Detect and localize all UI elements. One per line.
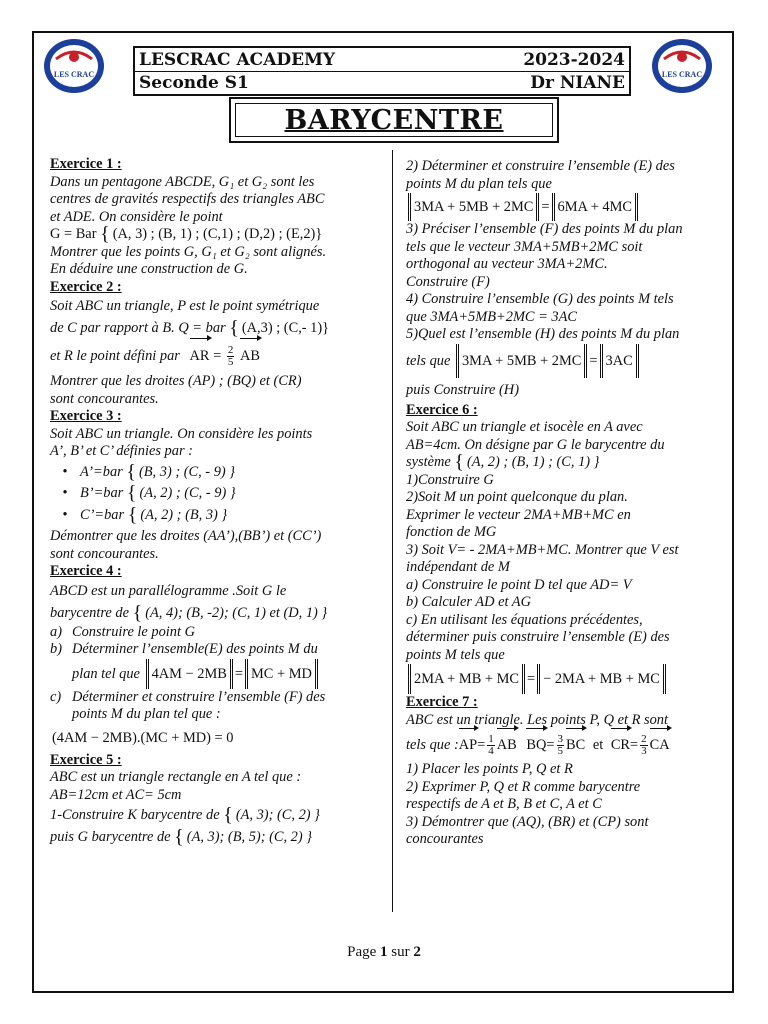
exercise-6-title: Exercice 6 : — [406, 401, 478, 418]
ex6-line: AB=4cm. On désigne par G le barycentre du — [406, 436, 665, 453]
fraction-denominator: 4 — [488, 745, 494, 758]
ex3-a-points: (B, 3) ; (C, - 9) } — [138, 463, 236, 480]
school-name: LESCRAC ACADEMY — [139, 50, 336, 70]
norm-6ma-4mc: 6MA + 4MC — [552, 193, 639, 221]
teacher-name: Dr NIANE — [530, 73, 625, 93]
fraction-numerator: 2 — [227, 344, 234, 357]
fraction-1-4 — [487, 734, 495, 757]
ex2-r-def — [50, 339, 386, 373]
ex2-q-points: (A,3) ; (C,- 1)} — [241, 320, 330, 336]
ex3-b-points: (A, 2) ; (C, - 9) } — [139, 485, 236, 501]
header-box — [133, 46, 631, 96]
ex2-line: Montrer que les droites (AP) ; (BQ) et (CR) — [50, 373, 302, 389]
ex1-line: centres de gravités respectifs des triangles ABC — [50, 191, 325, 207]
equals-sign: = — [589, 352, 598, 369]
brace-glyph: { — [127, 503, 138, 526]
equals-sign: = — [213, 348, 222, 364]
ex3-b-prime: B’=bar — [80, 485, 124, 501]
ex2-line: Soit ABC un triangle, P est le point symétrique — [50, 298, 320, 314]
ex6-line: 1)Construire G — [406, 471, 494, 488]
ex6-line: 3) Soit V= - 2MA+MB+MC. Montrer que V est — [406, 541, 679, 558]
item-label: a) — [50, 623, 62, 640]
ex3-a-prime: A’=bar — [80, 463, 123, 480]
vector-ca: CA — [650, 729, 670, 761]
exercise-7-title: Exercice 7 : — [406, 694, 478, 710]
brace-glyph: { — [100, 223, 110, 245]
ex3-c-prime: C’=bar — [80, 506, 125, 523]
ex5-line: puis Construire (H) — [406, 381, 519, 398]
fraction-2-5 — [227, 345, 235, 368]
ex6-line: a) Construire le point D tel que AD= V — [406, 576, 632, 593]
bullet-icon: • — [62, 485, 68, 501]
ex7-line: 1) Placer les points P, Q et R — [406, 761, 573, 777]
ex5-g-text: puis G barycentre de — [50, 829, 171, 845]
equals-sign: = — [541, 199, 550, 215]
brace-glyph: { — [174, 826, 184, 848]
ex5-line: Construire (F) — [406, 273, 490, 290]
ex5-line: 3) Préciser l’ensemble (F) des points M du plan — [406, 221, 683, 237]
fraction-3-5 — [557, 734, 565, 757]
ex5-line: que 3MA+5MB+2MC = 3AC — [406, 308, 578, 325]
bullet-icon: • — [62, 506, 68, 523]
ex6-points: (A, 2) ; (B, 1) ; (C, 1) } — [466, 454, 600, 470]
header-row-2 — [139, 72, 625, 94]
ex2-line: sont concourantes. — [50, 390, 159, 407]
ex6-line: 2)Soit M un point quelconque du plan. — [406, 489, 628, 505]
brace-glyph: { — [223, 804, 233, 826]
brace-glyph: { — [126, 460, 136, 483]
ex1-g-label: G = Bar — [50, 226, 97, 242]
column-divider — [392, 150, 393, 912]
ex6-line: fonction de MG — [406, 524, 497, 540]
ex6-e-equation — [406, 664, 736, 694]
ex4-b-equation — [50, 659, 386, 689]
page-title: BARYCENTRE — [284, 104, 504, 136]
ex3-bullet-list — [50, 460, 386, 526]
ex7-line: ABC est un triangle. Les points P, Q et R sont — [406, 711, 668, 728]
ex5-line: ABC est un triangle rectangle en A tel que : — [50, 769, 302, 785]
ex4-c-text: Déterminer et construire l’ensemble (F) des — [72, 688, 326, 705]
ex5-e-equation — [406, 193, 736, 221]
list-item — [50, 460, 386, 483]
brace-glyph: { — [126, 482, 137, 504]
fraction-numerator: 3 — [557, 733, 564, 746]
bullet-icon: • — [62, 463, 68, 480]
footer-of-label: sur — [387, 944, 414, 960]
ex4-b-text-2: plan tel que — [72, 665, 140, 682]
norm-3ac: 3AC — [600, 344, 639, 378]
norm-minus-2ma-mb-mc: − 2MA + MB + MC — [537, 664, 666, 694]
ex5-h-text: tels que — [406, 352, 451, 369]
ex3-c-points: (A, 2) ; (B, 3) } — [140, 506, 228, 523]
list-item — [50, 482, 386, 504]
ex5-g-points: (A, 3); (B, 5); (C, 2) } — [186, 829, 313, 845]
ex5-line: points M du plan tels que — [406, 175, 552, 192]
equals-sign: = — [234, 665, 243, 682]
ex4-item-c — [50, 689, 386, 707]
list-item — [50, 503, 386, 526]
ex7-line: respectifs de A et B, B et C, A et C — [406, 796, 602, 812]
ex7-vectors — [406, 729, 736, 761]
brace-glyph: { — [132, 601, 143, 624]
equals-sign: = — [477, 737, 486, 753]
norm-3ma-5mb-2mc: 3MA + 5MB + 2MC — [456, 344, 587, 378]
ex6-line: b) Calculer AD et AG — [406, 594, 531, 610]
right-column — [406, 158, 736, 849]
footer-page-label: Page — [347, 944, 381, 960]
ex2-q-def — [50, 317, 386, 339]
ex5-h-equation — [406, 344, 736, 378]
title-frame — [235, 103, 553, 137]
title-box — [229, 97, 559, 143]
ex4-c-equation: (4AM − 2MB).(MC + MD) = 0 — [52, 729, 234, 746]
total-page-count: 2 — [413, 944, 421, 960]
ex2-r-text: et R le point défini par — [50, 348, 180, 364]
exercise-1-title: Exercice 1 : — [50, 156, 122, 172]
left-column — [50, 156, 386, 848]
exercise-4-title: Exercice 4 : — [50, 563, 122, 579]
norm-4am-2mb: 4AM − 2MB — [146, 659, 233, 689]
svg-text:LES CRAC: LES CRAC — [661, 70, 703, 79]
exercise-2-title: Exercice 2 : — [50, 278, 122, 295]
ex5-g-def — [50, 826, 386, 848]
svg-text:LES CRAC: LES CRAC — [53, 70, 95, 79]
ex6-line: Soit ABC un triangle et isocèle en A avec — [406, 419, 643, 435]
equals-sign: = — [630, 737, 639, 753]
ex4-a-text: Construire le point G — [72, 623, 195, 640]
current-page-number: 1 — [380, 944, 388, 960]
ex6-line: points M tels que — [406, 646, 505, 663]
ex5-line: orthogonal au vecteur 3MA+2MC. — [406, 256, 608, 272]
norm-3ma-5mb-2mc: 3MA + 5MB + 2MC — [408, 193, 539, 221]
ex7-text: tels que : — [406, 737, 459, 753]
ex6-system — [406, 451, 736, 473]
school-year: 2023-2024 — [523, 50, 625, 70]
ex3-line: sont concourantes. — [50, 545, 159, 562]
item-label: c) — [50, 688, 62, 705]
ex1-line: Montrer que les points G, G₁ et G₂ sont alignés. — [50, 243, 327, 260]
ex6-line: indépendant de M — [406, 559, 510, 575]
fraction-denominator: 5 — [227, 356, 234, 369]
ex4-item-b — [50, 641, 386, 659]
vector-ab: AB — [240, 339, 260, 373]
equals-sign: = — [527, 671, 536, 687]
ex1-line: Dans un pentagone ABCDE, G₁ et G₂ sont les — [50, 173, 315, 190]
ex4-b-text: Déterminer l’ensemble(E) des points M du — [72, 641, 318, 657]
ex4-item-a — [50, 624, 386, 642]
ex2-q-text: de C par rapport à B. Q = bar — [50, 320, 226, 336]
conjunction-et: et — [592, 737, 604, 753]
ex5-line: AB=12cm et AC= 5cm — [50, 786, 182, 803]
vector-bq: BQ — [526, 729, 546, 761]
ex7-line: 3) Démontrer que (AQ), (BR) et (CP) sont — [406, 813, 649, 830]
ex5-line: 2) Déterminer et construire l’ensemble (E) des — [406, 158, 675, 174]
vector-cr: CR — [611, 729, 630, 761]
ex6-line: déterminer puis construire l’ensemble (E) des — [406, 629, 670, 645]
ex5-k-points: (A, 3); (C, 2) } — [235, 807, 320, 823]
ex1-line: En déduire une construction de G. — [50, 261, 248, 277]
item-label: b) — [50, 641, 62, 657]
ex7-line: concourantes — [406, 831, 484, 847]
page-footer — [0, 944, 768, 961]
equals-sign: = — [546, 737, 555, 753]
norm-mc-md: MC + MD — [245, 659, 318, 689]
school-logo-left — [42, 37, 106, 95]
ex5-line: 4) Construire l’ensemble (G) des points M tels — [406, 291, 674, 307]
school-logo-right — [650, 37, 714, 95]
header-row-1 — [139, 49, 625, 71]
ex1-line: et ADE. On considère le point — [50, 208, 223, 225]
ex1-barycentre-def — [50, 223, 386, 245]
ex7-line: 2) Exprimer P, Q et R comme barycentre — [406, 778, 641, 795]
fraction-numerator: 2 — [641, 733, 647, 746]
vector-ab: AB — [497, 729, 517, 761]
ex6-system-text: système — [406, 454, 451, 470]
fraction-denominator: 5 — [557, 745, 564, 758]
brace-glyph: { — [454, 451, 464, 473]
brace-glyph: { — [229, 317, 239, 339]
fraction-2-3 — [640, 734, 648, 757]
ex4-text: barycentre de — [50, 604, 129, 621]
norm-2ma-mb-mc: 2MA + MB + MC — [408, 664, 525, 694]
ex4-points: (A, 4); (B, -2); (C, 1) et (D, 1) } — [145, 604, 328, 621]
ex5-k-def — [50, 804, 386, 826]
ex3-line: Soit ABC un triangle. On considère les points — [50, 425, 313, 442]
ex3-line: A’, B’ et C’ définies par : — [50, 443, 193, 459]
exercise-3-title: Exercice 3 : — [50, 408, 122, 424]
ex3-line: Démontrer que les droites (AA’),(BB’) et (CC’) — [50, 528, 322, 544]
class-name: Seconde S1 — [139, 73, 249, 93]
ex4-line: ABCD est un parallélogramme .Soit G le — [50, 582, 287, 599]
ex4-line: points M du plan tel que : — [72, 706, 221, 722]
fraction-denominator: 3 — [641, 745, 647, 758]
ex4-barycentre-def — [50, 602, 386, 624]
ex5-line: 5)Quel est l’ensemble (H) des points M du plan — [406, 326, 680, 342]
ex5-k-text: 1-Construire K barycentre de — [50, 807, 220, 823]
fraction-numerator: 1 — [488, 733, 494, 746]
ex1-points: (A, 3) ; (B, 1) ; (C,1) ; (D,2) ; (E,2)} — [112, 226, 323, 242]
ex6-line: c) En utilisant les équations précédentes, — [406, 611, 643, 628]
ex6-line: Exprimer le vecteur 2MA+MB+MC en — [406, 506, 631, 523]
vector-bc: BC — [566, 729, 585, 761]
exercise-5-title: Exercice 5 : — [50, 751, 122, 768]
vector-ar: AR — [190, 339, 210, 373]
ex5-line: tels que le vecteur 3MA+5MB+2MC soit — [406, 238, 643, 255]
vector-ap: AP — [459, 729, 477, 761]
